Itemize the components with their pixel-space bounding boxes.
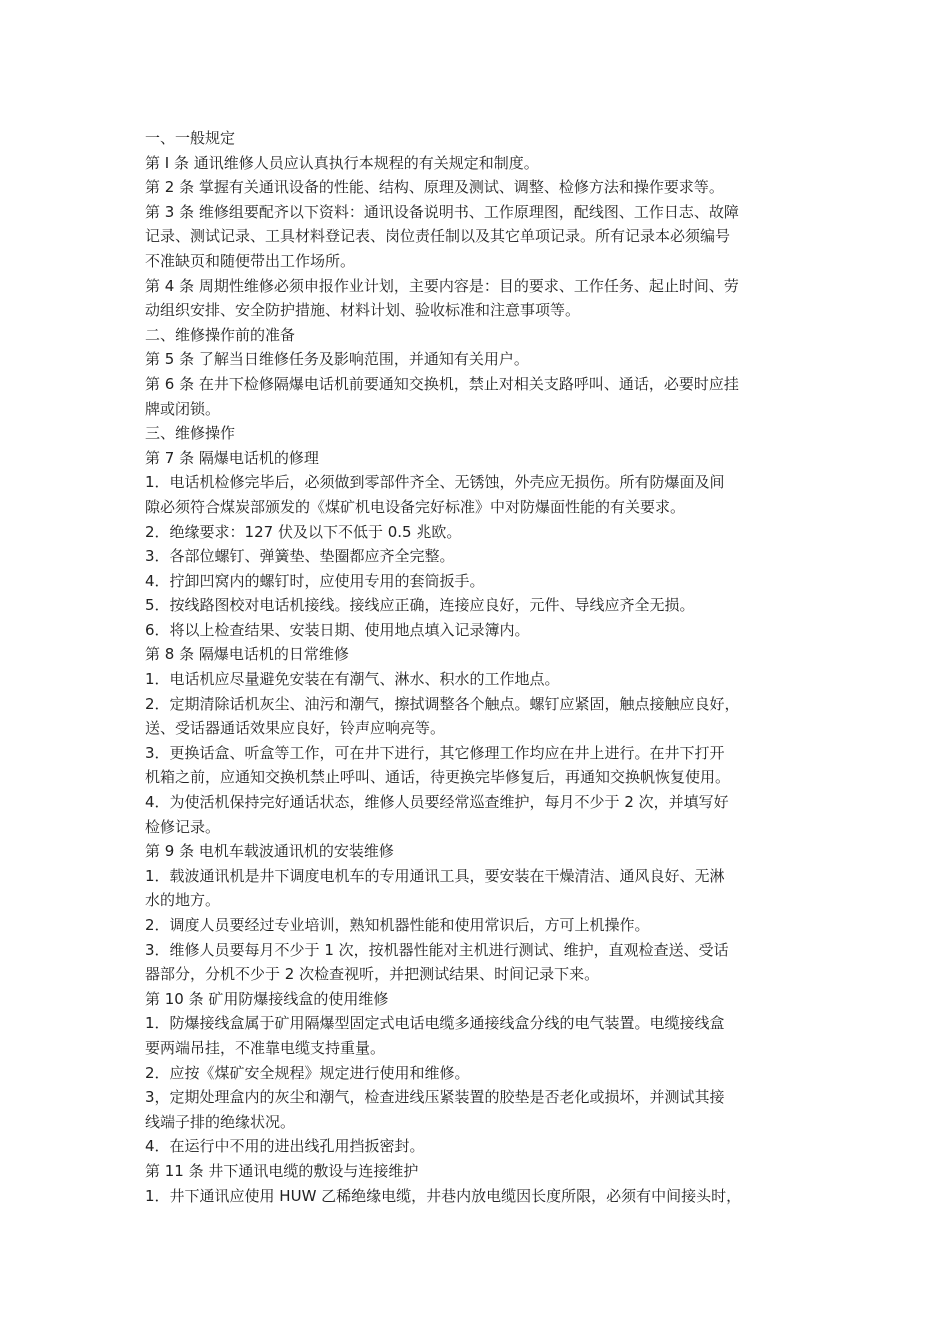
article-10-item-4: 4．在运行中不用的进出线孔用挡扳密封。 [145,1137,425,1156]
article-10-item-3-line-1: 3，定期处理盒内的灰尘和潮气，检查进线压紧装置的胶垫是否老化或损坏，并测试其接 [145,1088,725,1107]
article-11-item-1-line-1: 1．井下通讯应使用 HUW 乙稀绝缘电缆，井巷内放电缆因长度所限，必须有中间接头时， [145,1186,742,1205]
article-10-item-3-line-2: 线端子排的绝缘状况。 [145,1112,296,1131]
article-8-item-4-line-1: 4．为使活机保持完好通话状态，维修人员要经常巡查维护，每月不少于 2 次，并填写好 [145,793,729,812]
article-3-line-3: 不准缺页和随便带出工作场所。 [145,251,356,270]
article-7-item-3: 3．各部位螺钉、弹簧垫、垫圈都应齐全完整。 [145,547,455,566]
article-10-item-1-line-2: 要两端吊挂，不准靠电缆支持重量。 [145,1038,386,1057]
document-body [145,126,835,1208]
article-7-title: 第 7 条 隔爆电话机的修理 [145,448,319,467]
article-7-item-4: 4．拧卸凹窝内的螺钉时，应使用专用的套筒扳手。 [145,571,485,590]
article-3-line-1: 第 3 条 维修组要配齐以下资料：通讯设备说明书、工作原理图，配线图、工作日志、故障 [145,202,739,221]
section-heading-general: 一、一般规定 [145,129,236,147]
article-9-item-2: 2．调度人员要经过专业培训，熟知机器性能和使用常识后，方可上机操作。 [145,916,650,934]
article-9-item-3-line-2: 器部分，分机不少于 2 次检查视听，并把测试结果、时间记录下来。 [145,965,600,984]
article-8-item-2-line-1: 2．定期清除话机灰尘、油污和潮气，擦拭调整各个触点。螺钉应紧固，触点接触应良好， [145,694,740,713]
article-4-line-1: 第 4 条 周期性维修必须申报作业计划，主要内容是：目的要求、工作任务、起止时间、劳 [145,276,739,295]
article-8-item-4-line-2: 检修记录。 [145,817,221,836]
article-10-title: 第 10 条 矿用防爆接线盒的使用维修 [145,989,389,1008]
article-6-line-2: 牌或闭锁。 [145,399,221,418]
article-5: 第 5 条 了解当日维修任务及影响范围，并通知有关用户。 [145,350,529,369]
section-heading-operation: 三、维修操作 [145,424,236,443]
article-9-title: 第 9 条 电机车载波通讯机的安装维修 [145,842,394,861]
article-9-item-3-line-1: 3．维修人员要每月不少于 1 次，按机器性能对主机进行测试、维护，直观检查送、受话 [145,940,729,959]
article-7-item-1-line-1: 1．电话机检修完毕后，必须做到零部件齐全、无锈蚀，外壳应无损伤。所有防爆面及间 [145,473,725,492]
article-8-title: 第 8 条 隔爆电话机的日常维修 [145,645,349,664]
article-10-item-2: 2．应按《煤矿安全规程》规定进行使用和维修。 [145,1063,470,1082]
article-1: 第 I 条 通讯维修人员应认真执行本规程的有关规定和制度。 [145,153,539,172]
article-11-title: 第 11 条 井下通讯电缆的敷设与连接维护 [145,1161,419,1180]
article-8-item-1: 1．电话机应尽量避免安装在有潮气、淋水、积水的工作地点。 [145,670,560,689]
section-heading-preparation: 二、维修操作前的准备 [145,325,296,344]
article-8-item-2-line-2: 送、受话器通话效果应良好，铃声应响亮等。 [145,719,446,738]
article-8-item-3-line-1: 3．更换话盒、听盒等工作，可在井下进行，其它修理工作均应在井上进行。在井下打开 [145,743,725,762]
article-10-item-1-line-1: 1．防爆接线盒属于矿用隔爆型固定式电话电缆多通接线盒分线的电气装置。电缆接线盒 [145,1014,725,1033]
article-9-item-1-line-1: 1．载波通讯机是井下调度电机车的专用通讯工具，要安装在干燥清洁、通风良好、无淋 [145,866,725,885]
article-7-item-5: 5．按线路图校对电话机接线。接线应正确，连接应良好，元件、导线应齐全无损。 [145,596,695,615]
article-7-item-6: 6．将以上检查结果、安装日期、使用地点填入记录簿内。 [145,620,530,639]
article-7-item-2: 2．绝缘要求：127 伏及以下不低于 0.5 兆欧。 [145,522,462,541]
article-8-item-3-line-2: 机箱之前，应通知交换机禁止呼叫、通话，待更换完毕修复后，再通知交换帆恢复使用。 [145,768,731,787]
article-7-item-1-line-2: 隙必须符合煤炭部颁发的《煤矿机电设备完好标准》中对防爆面性能的有关要求。 [145,497,686,516]
article-3-line-2: 记录、测试记录、工具材料登记表、岗位责任制以及其它单项记录。所有记录本必须编号 [145,227,731,246]
article-6-line-1: 第 6 条 在井下检修隔爆电话机前要通知交换机，禁止对相关支路呼叫、通话，必要时应挂 [145,374,739,393]
article-4-line-2: 动组织安排、安全防护措施、材料计划、验收标准和注意事项等。 [145,301,581,320]
article-2: 第 2 条 掌握有关通讯设备的性能、结构、原理及测试、调整、检修方法和操作要求等。 [145,178,724,197]
article-9-item-1-line-2: 水的地方。 [145,891,221,910]
